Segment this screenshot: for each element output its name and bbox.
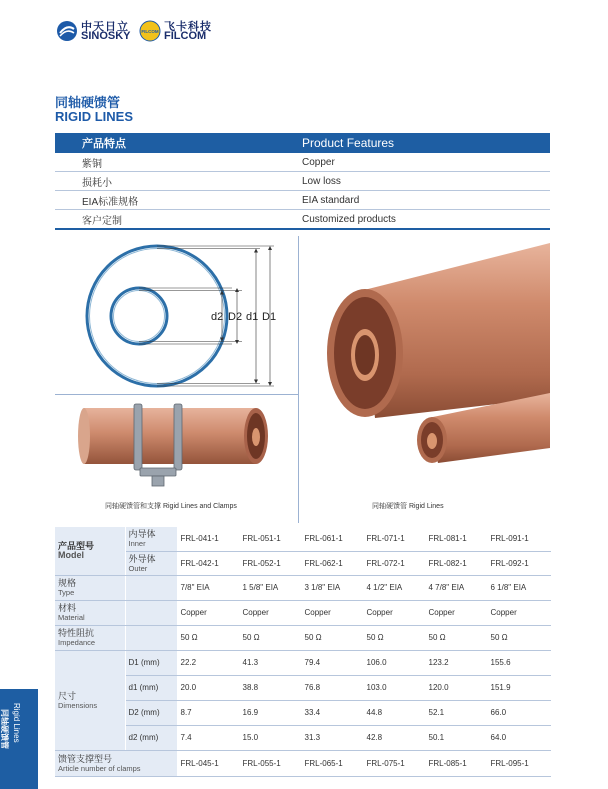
type-cell: 3 1/8" EIA bbox=[301, 575, 363, 600]
empty-cell bbox=[125, 575, 177, 600]
outer-label-cn: 外导体 bbox=[128, 553, 156, 564]
page-title-en: RIGID LINES bbox=[55, 109, 134, 124]
features-header-cn: 产品特点 bbox=[82, 138, 126, 150]
figure-divider-horizontal bbox=[55, 394, 298, 395]
inner-conductor-inner-edge bbox=[114, 291, 165, 342]
inner-model-cell: FRL-091-1 bbox=[487, 527, 550, 551]
type-label-en: Type bbox=[58, 588, 75, 597]
features-row bbox=[55, 210, 550, 230]
outer-conductor-ring bbox=[87, 246, 227, 386]
clamp-pipe-body bbox=[84, 408, 256, 464]
dim-cell: 103.0 bbox=[363, 675, 425, 700]
dim-row bbox=[55, 725, 550, 750]
model-label-cell bbox=[55, 527, 125, 575]
features-header-en: Product Features bbox=[302, 136, 395, 150]
dim-cell: 151.9 bbox=[487, 675, 550, 700]
dim-row bbox=[55, 700, 550, 725]
dim-cell: 155.6 bbox=[487, 650, 550, 675]
inner-label-cell bbox=[125, 527, 177, 551]
type-cell: 6 1/8" EIA bbox=[487, 575, 550, 600]
inner-model-cell: FRL-041-1 bbox=[177, 527, 239, 551]
dim-label-d1: d1 bbox=[246, 311, 259, 323]
spec-table bbox=[55, 527, 551, 777]
type-cell: 4 7/8" EIA bbox=[425, 575, 487, 600]
dim-cell: 123.2 bbox=[425, 650, 487, 675]
dim-cell: 16.9 bbox=[239, 700, 301, 725]
model-label-en: Model bbox=[58, 550, 84, 561]
impedance-cell: 50 Ω bbox=[425, 625, 487, 650]
inner-label-cn: 内导体 bbox=[128, 529, 156, 540]
feature-cn: 紫铜 bbox=[82, 158, 102, 170]
side-tab-en: Rigid Lines bbox=[12, 703, 21, 743]
empty-cell bbox=[125, 625, 177, 650]
impedance-cell: 50 Ω bbox=[487, 625, 550, 650]
dimensions-label-cell bbox=[55, 650, 125, 750]
dim-cell: 33.4 bbox=[301, 700, 363, 725]
empty-cell bbox=[125, 600, 177, 625]
model-label-cn: 产品型号 bbox=[58, 541, 95, 552]
impedance-label-cn: 特性阻抗 bbox=[58, 628, 95, 638]
features-header bbox=[55, 133, 550, 153]
inner-model-cell: FRL-051-1 bbox=[239, 527, 301, 551]
outer-model-cell: FRL-062-1 bbox=[301, 551, 363, 575]
figure-divider-vertical bbox=[298, 236, 299, 523]
material-cell: Copper bbox=[425, 600, 487, 625]
inner-label-en: Inner bbox=[128, 539, 146, 549]
dim-label: D2 (mm) bbox=[125, 700, 177, 725]
clamp-cell: FRL-045-1 bbox=[177, 750, 239, 776]
clamp-band-right bbox=[174, 404, 182, 470]
feature-en: Copper bbox=[302, 156, 335, 168]
outer-model-cell: FRL-042-1 bbox=[177, 551, 239, 575]
dim-cell: 22.2 bbox=[177, 650, 239, 675]
dim-cell: 52.1 bbox=[425, 700, 487, 725]
type-label-cn: 规格 bbox=[58, 578, 77, 588]
dim-label-D1: D1 bbox=[262, 311, 277, 323]
clamp-band-left bbox=[134, 404, 142, 470]
sinosky-logo-icon bbox=[56, 20, 78, 42]
outer-model-cell: FRL-072-1 bbox=[363, 551, 425, 575]
material-cell: Copper bbox=[177, 600, 239, 625]
rigid-lines-clamps-photo bbox=[78, 402, 274, 492]
clamp-row bbox=[55, 750, 550, 776]
dim-cell: 120.0 bbox=[425, 675, 487, 700]
type-cell: 4 1/2" EIA bbox=[363, 575, 425, 600]
brand2-cn: 飞卡科技 bbox=[164, 21, 212, 33]
impedance-cell: 50 Ω bbox=[301, 625, 363, 650]
feature-en: EIA standard bbox=[302, 194, 360, 206]
clamp-cell: FRL-075-1 bbox=[363, 750, 425, 776]
dim-cell: 7.4 bbox=[177, 725, 239, 750]
clamp-bolt bbox=[152, 476, 164, 486]
impedance-row bbox=[55, 625, 550, 650]
features-table bbox=[55, 133, 550, 230]
inner-model-cell: FRL-081-1 bbox=[425, 527, 487, 551]
material-label-en: Material bbox=[58, 613, 85, 622]
type-cell: 1 5/8" EIA bbox=[239, 575, 301, 600]
inner-conductor-opening bbox=[355, 335, 375, 375]
sinosky-logo bbox=[56, 18, 136, 44]
features-row bbox=[55, 172, 550, 191]
feature-cn: 客户定制 bbox=[82, 215, 122, 227]
filcom-logo-icon bbox=[139, 20, 161, 42]
dim-label-D2: D2 bbox=[228, 311, 243, 323]
inner-model-cell: FRL-071-1 bbox=[363, 527, 425, 551]
feature-cn: 损耗小 bbox=[82, 177, 112, 189]
dim-cell: 20.0 bbox=[177, 675, 239, 700]
dim-cell: 44.8 bbox=[363, 700, 425, 725]
material-cell: Copper bbox=[363, 600, 425, 625]
features-row bbox=[55, 153, 550, 172]
material-label-cn: 材料 bbox=[58, 603, 77, 613]
impedance-cell: 50 Ω bbox=[177, 625, 239, 650]
dim-cell: 8.7 bbox=[177, 700, 239, 725]
material-label-cell bbox=[55, 600, 125, 625]
clamp-pipe-inner bbox=[252, 428, 260, 446]
caption-rigid-lines: 同轴硬馈管 Rigid Lines bbox=[372, 503, 444, 510]
dim-row bbox=[55, 675, 550, 700]
page-title-cn: 同轴硬馈管 bbox=[55, 95, 121, 110]
feature-en: Customized products bbox=[302, 213, 396, 225]
clamp-label-en: Article number of clamps bbox=[58, 763, 141, 773]
impedance-label-cell bbox=[55, 625, 125, 650]
dim-cell: 76.8 bbox=[301, 675, 363, 700]
dim-label: d1 (mm) bbox=[125, 675, 177, 700]
impedance-cell: 50 Ω bbox=[363, 625, 425, 650]
inner-conductor-ring bbox=[111, 288, 167, 344]
clamp-base bbox=[140, 468, 176, 476]
material-row bbox=[55, 600, 550, 625]
dimensions-label-en: Dimensions bbox=[58, 700, 98, 710]
dim-label-d2: d2 bbox=[211, 311, 224, 323]
material-cell: Copper bbox=[239, 600, 301, 625]
dim-cell: 31.3 bbox=[301, 725, 363, 750]
filcom-logo bbox=[139, 18, 219, 44]
dim-cell: 64.0 bbox=[487, 725, 550, 750]
filcom-badge-text: FILCOM bbox=[141, 29, 159, 34]
type-label-cell bbox=[55, 575, 125, 600]
clamp-label-cn: 馈管支撑型号 bbox=[58, 753, 113, 764]
outer-model-row bbox=[55, 551, 550, 575]
outer-model-cell: FRL-092-1 bbox=[487, 551, 550, 575]
inner-model-cell: FRL-061-1 bbox=[301, 527, 363, 551]
brand2-en: FILCOM bbox=[164, 30, 207, 42]
caption-rigid-lines-clamps: 同轴硬馈管和支撑 Rigid Lines and Clamps bbox=[105, 503, 237, 510]
dim-cell: 42.8 bbox=[363, 725, 425, 750]
rigid-lines-photo bbox=[320, 243, 550, 480]
dim-cell: 15.0 bbox=[239, 725, 301, 750]
brand1-en: SINOSKY bbox=[81, 30, 131, 42]
dim-cell: 38.8 bbox=[239, 675, 301, 700]
inner-model-row bbox=[55, 527, 550, 551]
material-cell: Copper bbox=[301, 600, 363, 625]
clamp-pipe-left-end bbox=[78, 408, 90, 464]
side-tab bbox=[0, 689, 38, 789]
outer-label-en: Outer bbox=[128, 563, 148, 573]
dim-cell: 66.0 bbox=[487, 700, 550, 725]
dim-label: d2 (mm) bbox=[125, 725, 177, 750]
clamp-cell: FRL-065-1 bbox=[301, 750, 363, 776]
type-row bbox=[55, 575, 550, 600]
clamp-cell: FRL-095-1 bbox=[487, 750, 550, 776]
dim-cell: 106.0 bbox=[363, 650, 425, 675]
features-row bbox=[55, 191, 550, 210]
dimensions-label-cn: 尺寸 bbox=[58, 690, 77, 701]
outer-label-cell bbox=[125, 551, 177, 575]
outer-model-cell: FRL-082-1 bbox=[425, 551, 487, 575]
material-cell: Copper bbox=[487, 600, 550, 625]
clamp-cell: FRL-055-1 bbox=[239, 750, 301, 776]
impedance-label-en: Impedance bbox=[58, 638, 96, 647]
impedance-cell: 50 Ω bbox=[239, 625, 301, 650]
type-cell: 7/8" EIA bbox=[177, 575, 239, 600]
clamp-label-cell bbox=[55, 750, 177, 776]
dim-cell: 41.3 bbox=[239, 650, 301, 675]
feature-en: Low loss bbox=[302, 175, 341, 187]
feature-cn: EIA标准规格 bbox=[82, 196, 139, 208]
dim-cell: 79.4 bbox=[301, 650, 363, 675]
outer-model-cell: FRL-052-1 bbox=[239, 551, 301, 575]
dim-row bbox=[55, 650, 550, 675]
side-tab-cn: 同轴硬馈管 bbox=[0, 709, 9, 749]
clamp-cell: FRL-085-1 bbox=[425, 750, 487, 776]
cross-section-diagram bbox=[72, 243, 294, 389]
brand1-cn: 中天日立 bbox=[81, 21, 129, 33]
dim-label: D1 (mm) bbox=[125, 650, 177, 675]
small-inner-conductor bbox=[427, 433, 437, 449]
dim-cell: 50.1 bbox=[425, 725, 487, 750]
